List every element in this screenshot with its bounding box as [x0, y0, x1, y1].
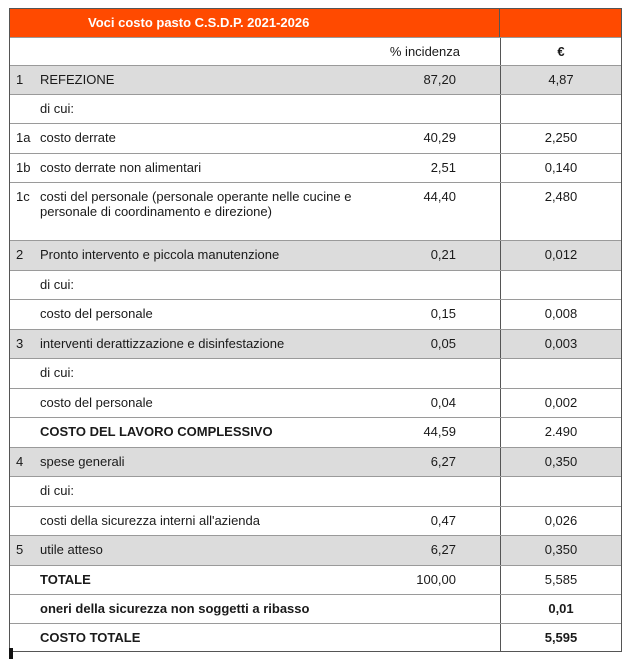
table-row: 1b costo derrate non alimentari 2,51 0,140	[10, 153, 621, 182]
table-row: 3 interventi derattizzazione e disinfestazione 0,05 0,003	[10, 329, 621, 358]
table-row: COSTO TOTALE 5,595	[10, 623, 621, 651]
table-row: costo del personale 0,04 0,002	[10, 388, 621, 417]
header-eur: €	[500, 38, 621, 65]
table-row: costi della sicurezza interni all'azienda 0,47 0,026	[10, 506, 621, 535]
table-row: 4 spese generali 6,27 0,350	[10, 447, 621, 476]
header-pct: % incidenza	[389, 44, 460, 59]
table-title: Voci costo pasto C.S.D.P. 2021-2026	[88, 15, 310, 30]
cost-table	[9, 8, 622, 652]
table-header-row	[10, 37, 621, 65]
table-row: di cui:	[10, 94, 621, 123]
table-row: 1 REFEZIONE 87,20 4,87	[10, 65, 621, 94]
table-row: oneri della sicurezza non soggetti a ribasso 0,01	[10, 594, 621, 623]
cursor-bar	[9, 648, 13, 659]
table-row: di cui:	[10, 270, 621, 299]
table-row: 1c costi del personale (personale operante nelle cucine e personale di coordinamento e direzione) 44,40 2,480	[10, 182, 621, 240]
title-eur-cell	[499, 9, 621, 37]
table-title-row	[10, 9, 621, 37]
table-row: di cui:	[10, 358, 621, 388]
table-row: 5 utile atteso 6,27 0,350	[10, 535, 621, 565]
table-row: TOTALE 100,00 5,585	[10, 565, 621, 594]
table-row: di cui:	[10, 476, 621, 506]
table-row: 2 Pronto intervento e piccola manutenzione 0,21 0,012	[10, 240, 621, 270]
table-row: costo del personale 0,15 0,008	[10, 299, 621, 329]
table-row: COSTO DEL LAVORO COMPLESSIVO 44,59 2.490	[10, 417, 621, 447]
table-row: 1a costo derrate 40,29 2,250	[10, 123, 621, 153]
